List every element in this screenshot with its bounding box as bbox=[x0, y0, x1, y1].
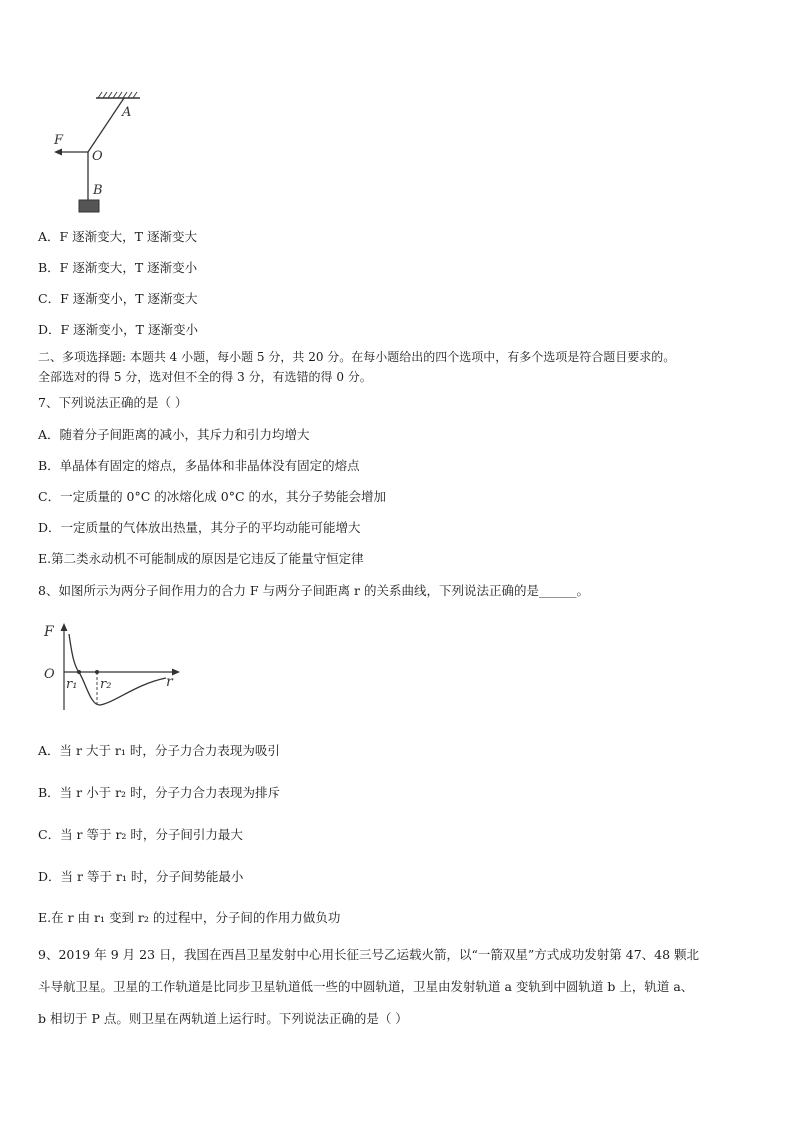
q7-option-d: D．一定质量的气体放出热量，其分子的平均动能可能增大 bbox=[38, 520, 361, 535]
q7-option-e: E.第二类永动机不可能制成的原因是它违反了能量守恒定律 bbox=[38, 551, 364, 566]
label-r1: r₁ bbox=[66, 677, 78, 692]
q8-option-a: A．当 r 大于 r₁ 时，分子力合力表现为吸引 bbox=[38, 743, 280, 758]
q8-option-c: C．当 r 等于 r₂ 时，分子间引力最大 bbox=[38, 827, 243, 842]
force-distance-curve bbox=[38, 620, 188, 715]
q6-option-d: D．F 逐渐变小，T 逐渐变小 bbox=[38, 322, 198, 337]
q9-line2: 斗导航卫星。卫星的工作轨道是比同步卫星轨道低一些的中圆轨道，卫星由发射轨道 a 变轨到中圆轨道 b 上，轨道 a、 bbox=[38, 979, 694, 994]
q9-line1: 9、2019 年 9 月 23 日，我国在西昌卫星发射中心用长征三号乙运载火箭，以“一箭双星”方式成功发射第 47、48 颗北 bbox=[38, 947, 700, 962]
axis-label-r: r bbox=[166, 674, 173, 690]
section2-line1: 二、多项选择题: 本题共 4 小题，每小题 5 分，共 20 分。在每小题给出的四个选项中，有多个选项是符合题目要求的。 bbox=[38, 350, 676, 364]
q8-stem: 8、如图所示为两分子间作用力的合力 F 与两分子间距离 r 的关系曲线，下列说法正确的是______。 bbox=[38, 583, 589, 598]
label-a: A bbox=[122, 105, 132, 120]
q7-stem: 7、下列说法正确的是（ ） bbox=[38, 395, 188, 410]
q6-option-c: C．F 逐渐变小，T 逐渐变大 bbox=[38, 291, 198, 306]
q8-option-e: E.在 r 由 r₁ 变到 r₂ 的过程中，分子间的作用力做负功 bbox=[38, 910, 341, 925]
q9-line3: b 相切于 P 点。则卫星在两轨道上运行时。下列说法正确的是（ ） bbox=[38, 1011, 408, 1026]
q6-option-b: B．F 逐渐变大，T 逐渐变小 bbox=[38, 260, 198, 275]
label-b: B bbox=[93, 183, 103, 198]
label-f: F bbox=[54, 133, 64, 148]
section2-line2: 全部选对的得 5 分，选对但不全的得 3 分，有选错的得 0 分。 bbox=[38, 370, 372, 384]
q7-option-a: A．随着分子间距离的减小，其斥力和引力均增大 bbox=[38, 427, 310, 442]
origin-label: O bbox=[44, 667, 55, 682]
q7-option-c: C．一定质量的 0°C 的冰熔化成 0°C 的水，其分子势能会增加 bbox=[38, 489, 386, 504]
label-o: O bbox=[92, 149, 103, 164]
q7-option-b: B．单晶体有固定的熔点，多晶体和非晶体没有固定的熔点 bbox=[38, 458, 360, 473]
axis-label-f: F bbox=[44, 624, 54, 640]
q8-option-d: D．当 r 等于 r₁ 时，分子间势能最小 bbox=[38, 869, 244, 884]
label-r2: r₂ bbox=[100, 677, 112, 692]
q8-option-b: B．当 r 小于 r₂ 时，分子力合力表现为排斥 bbox=[38, 785, 281, 800]
force-diagram-figure bbox=[48, 88, 148, 216]
q6-option-a: A．F 逐渐变大，T 逐渐变大 bbox=[38, 229, 197, 244]
